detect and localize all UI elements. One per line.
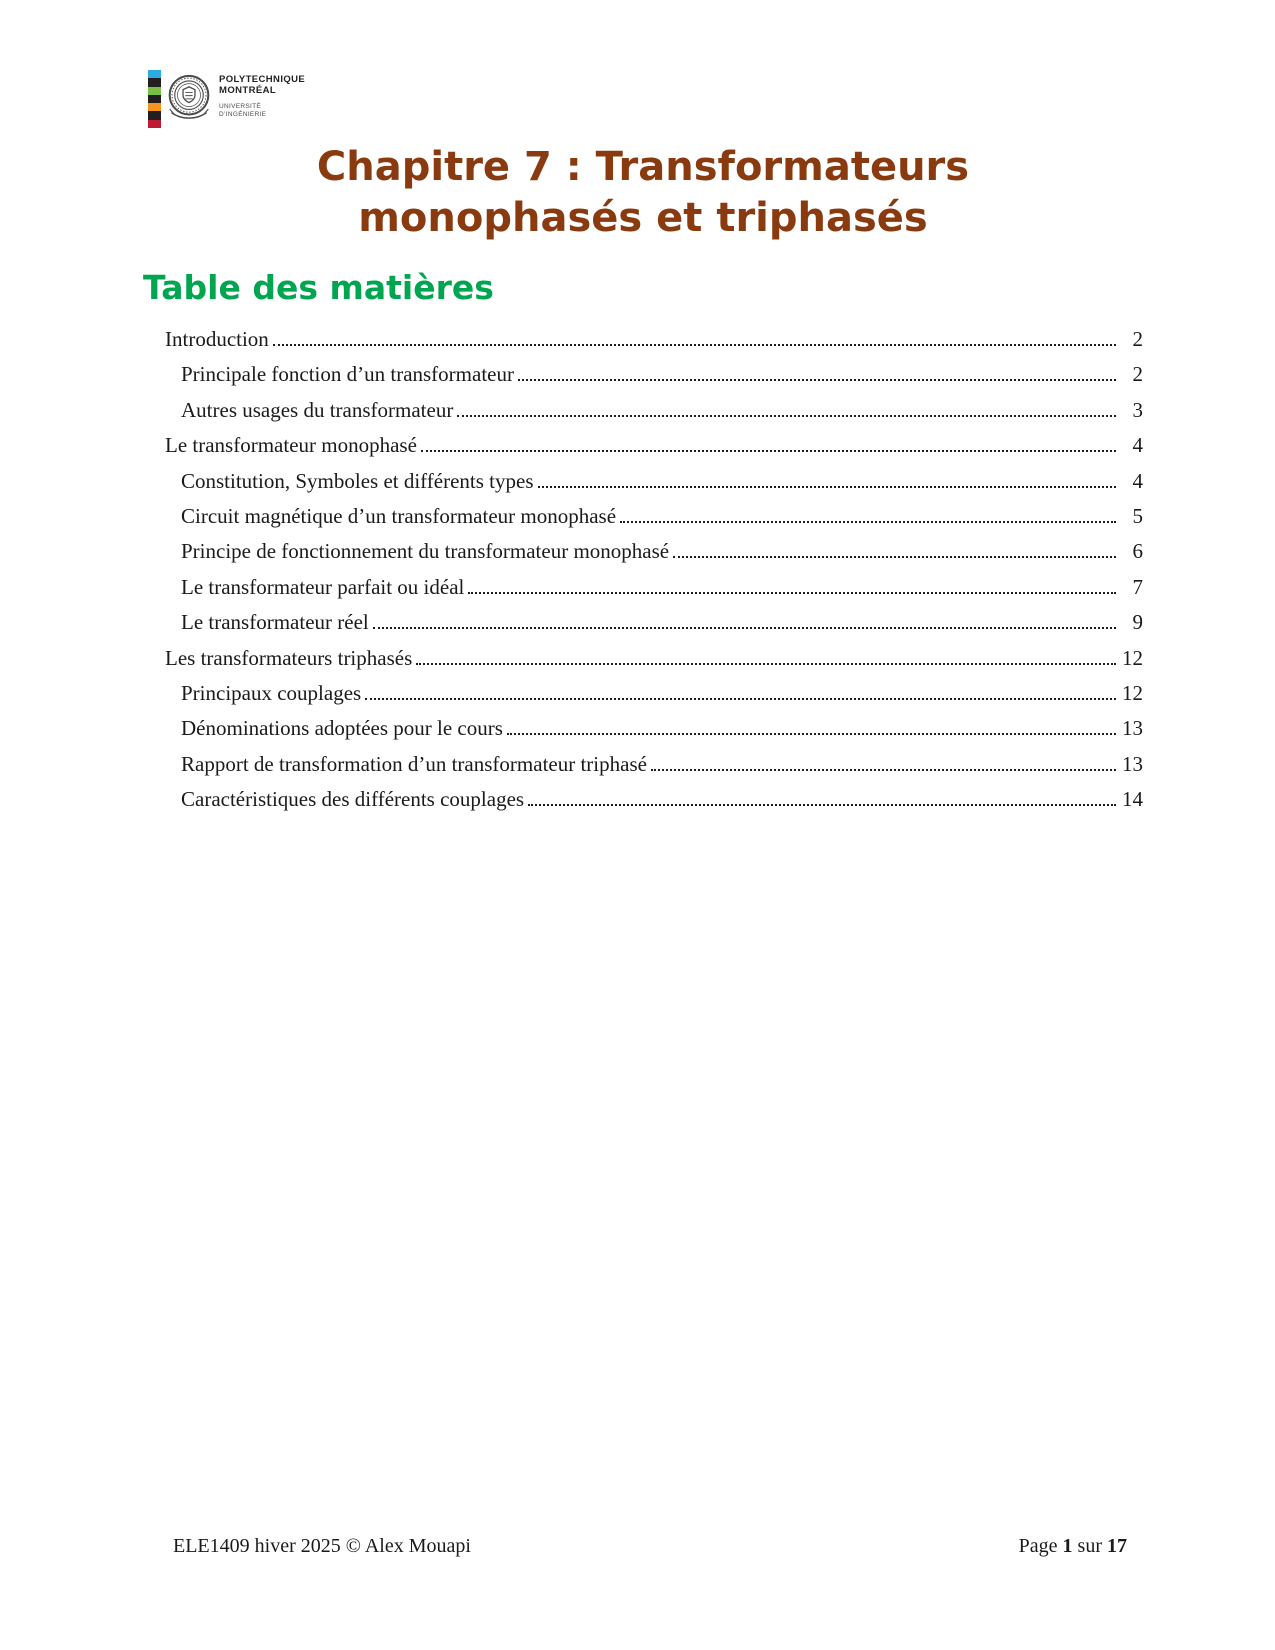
toc-leader-dots — [518, 379, 1116, 381]
toc-page-number: 7 — [1132, 574, 1143, 599]
footer-page-label: Page — [1018, 1535, 1058, 1557]
toc-page-number: 13 — [1122, 716, 1143, 741]
toc-entry-label: Rapport de transformation d’un transformateur triphasé — [181, 751, 647, 776]
logo-strip-segment — [148, 87, 161, 95]
toc-page-number: 5 — [1132, 503, 1143, 528]
toc-list — [165, 322, 1143, 817]
footer-page-total: 17 — [1107, 1535, 1127, 1557]
toc-entry[interactable] — [165, 676, 1143, 711]
footer-page-indicator — [1019, 1534, 1127, 1558]
logo-color-strip — [148, 70, 161, 128]
toc-entry[interactable] — [165, 570, 1143, 605]
toc-page-number: 2 — [1132, 327, 1143, 351]
toc-page-number: 13 — [1122, 751, 1143, 776]
footer-page-separator: sur — [1077, 1535, 1102, 1557]
logo-brand-line2: MONTRÉAL — [219, 85, 277, 96]
toc-leader-dots — [273, 344, 1116, 346]
toc-page-number: 2 — [1132, 362, 1143, 387]
toc-leader-dots — [416, 663, 1116, 665]
toc-page-number: 9 — [1132, 610, 1143, 635]
logo-strip-segment — [148, 78, 161, 86]
toc-leader-dots — [421, 450, 1116, 452]
logo-subtitle-line1: UNIVERSITÉ — [219, 103, 262, 110]
toc-entry[interactable] — [165, 428, 1143, 463]
toc-entry[interactable] — [165, 357, 1143, 392]
toc-entry[interactable] — [165, 747, 1143, 782]
toc-leader-dots — [457, 415, 1116, 417]
logo-strip-segment — [148, 111, 161, 119]
toc-entry[interactable] — [165, 499, 1143, 534]
toc-entry-label: Circuit magnétique d’un transformateur monophasé — [181, 503, 617, 528]
toc-entry-label: Principaux couplages — [181, 680, 362, 705]
toc-entry[interactable] — [165, 464, 1143, 499]
toc-entry[interactable] — [165, 641, 1143, 676]
polytechnique-logo — [148, 68, 305, 128]
toc-entry-label: Constitution, Symboles et différents types — [181, 468, 534, 493]
toc-leader-dots — [620, 521, 1116, 523]
toc-leader-dots — [373, 627, 1116, 629]
toc-entry-label: Introduction — [165, 327, 269, 351]
toc-leader-dots — [365, 698, 1116, 700]
toc-heading: Table des matières — [143, 268, 494, 307]
university-crest-icon — [166, 70, 212, 124]
page-footer — [173, 1534, 1127, 1558]
toc-entry-label: Caractéristiques des différents couplages — [181, 787, 525, 812]
logo-strip-segment — [148, 95, 161, 103]
chapter-title — [143, 142, 1143, 244]
footer-course-credit: ELE1409 hiver 2025 © Alex Mouapi — [173, 1535, 471, 1557]
toc-entry-label: Principale fonction d’un transformateur — [181, 362, 514, 387]
toc-entry[interactable] — [165, 605, 1143, 640]
logo-subtitle-line2: D’INGÉNIERIE — [219, 111, 267, 118]
toc-entry[interactable] — [165, 782, 1143, 817]
toc-leader-dots — [651, 769, 1116, 771]
toc-entry-label: Dénominations adoptées pour le cours — [181, 716, 503, 741]
toc-page-number: 4 — [1132, 433, 1143, 458]
toc-entry-label: Le transformateur réel — [181, 610, 369, 635]
logo-brand-line1: POLYTECHNIQUE — [219, 74, 306, 85]
logo-strip-segment — [148, 103, 161, 111]
toc-leader-dots — [507, 733, 1116, 735]
toc-entry-label: Les transformateurs triphasés — [165, 645, 413, 670]
toc-entry[interactable] — [165, 393, 1143, 428]
toc-entry[interactable] — [165, 322, 1143, 357]
toc-leader-dots — [538, 486, 1116, 488]
toc-page-number: 6 — [1132, 539, 1143, 564]
toc-page-number: 12 — [1122, 680, 1143, 705]
logo-wordmark — [219, 74, 305, 119]
logo-strip-segment — [148, 70, 161, 78]
footer-page-current: 1 — [1062, 1535, 1073, 1557]
chapter-title-line2: monophasés et triphasés — [358, 195, 928, 241]
toc-page-number: 3 — [1132, 397, 1143, 422]
toc-page-number: 14 — [1122, 787, 1143, 812]
toc-entry-label: Le transformateur parfait ou idéal — [181, 574, 465, 599]
toc-entry-label: Principe de fonctionnement du transformateur monophasé — [181, 539, 670, 564]
toc-entry-label: Le transformateur monophasé — [165, 433, 417, 458]
chapter-title-line1: Chapitre 7 : Transformateurs — [316, 144, 970, 190]
toc-entry-label: Autres usages du transformateur — [181, 397, 454, 422]
toc-page-number: 4 — [1132, 468, 1143, 493]
toc-leader-dots — [468, 592, 1116, 594]
toc-leader-dots — [528, 804, 1116, 806]
toc-page-number: 12 — [1122, 645, 1143, 670]
logo-strip-segment — [148, 120, 161, 128]
toc-entry[interactable] — [165, 534, 1143, 569]
toc-leader-dots — [673, 556, 1116, 558]
toc-entry[interactable] — [165, 711, 1143, 746]
